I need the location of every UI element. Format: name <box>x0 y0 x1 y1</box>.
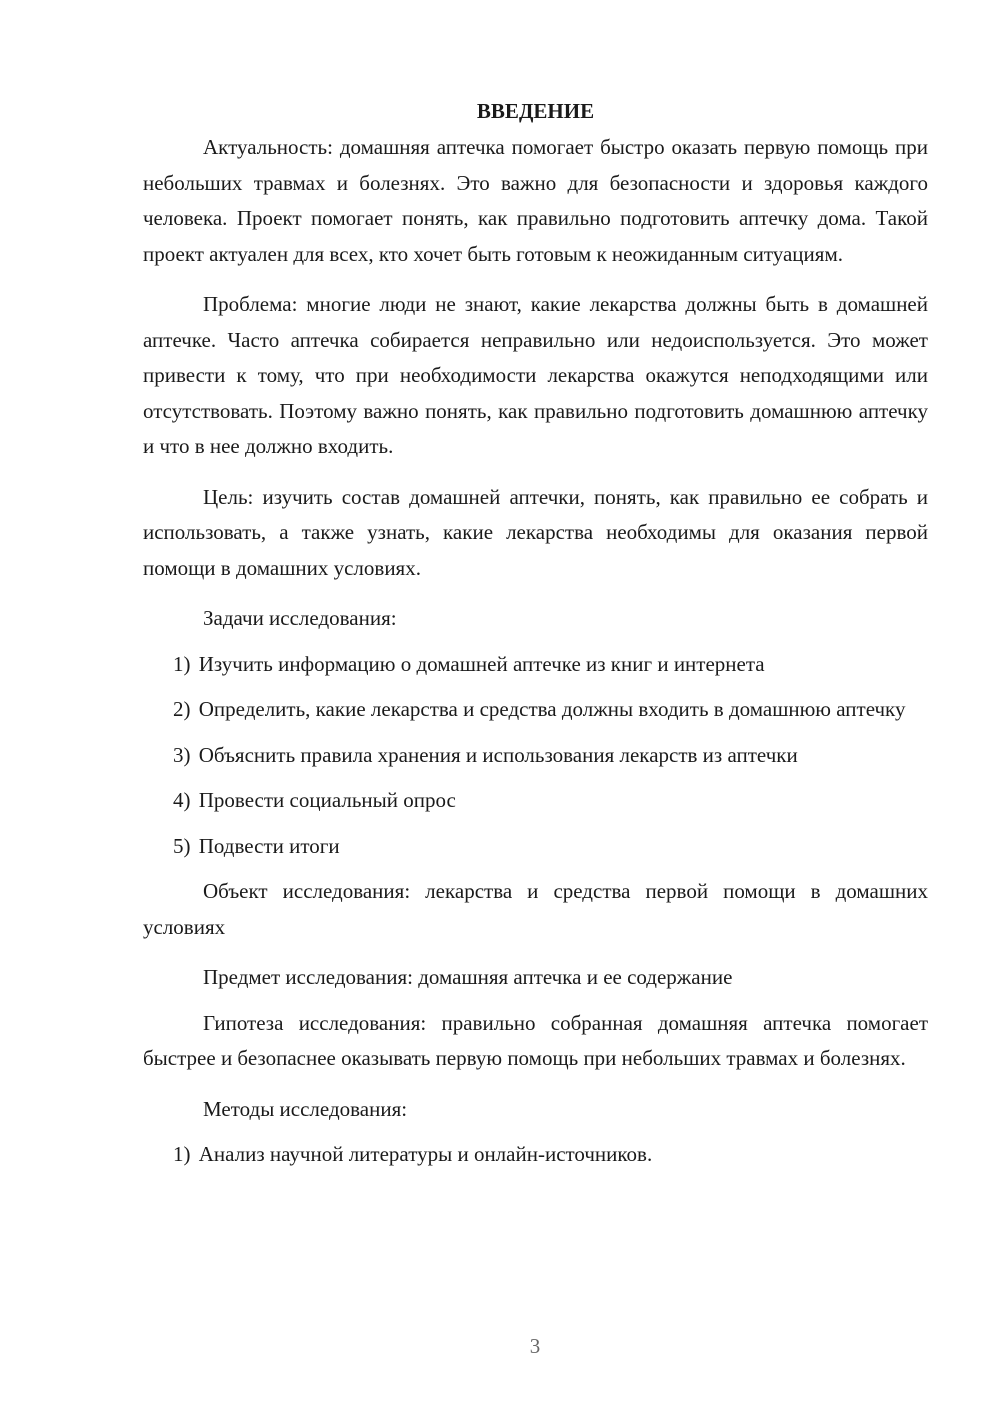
document-page <box>143 96 928 1183</box>
methods-heading: Методы исследования: <box>203 1096 408 1121</box>
method-text: Анализ научной литературы и онлайн-источников. <box>198 1142 653 1166</box>
task-number: 1) <box>173 651 191 676</box>
method-item-1 <box>143 1137 928 1173</box>
goal-paragraph: Цель: изучить состав домашней аптечки, понять, как правильно ее собрать и использовать, а также узнать, какие лекарства необходимы для оказания первой помощи в домашних условиях. <box>143 484 928 580</box>
object-paragraph: Объект исследования: лекарства и средства первой помощи в домашних условиях <box>143 879 928 939</box>
task-text: Подвести итоги <box>198 833 340 858</box>
tasks-list <box>143 647 928 865</box>
task-number: 5) <box>173 833 191 858</box>
section-title: ВВЕДЕНИЕ <box>476 99 595 123</box>
task-item-5 <box>143 829 928 865</box>
task-text: Объяснить правила хранения и использования лекарств из аптечки <box>198 742 798 767</box>
task-number: 3) <box>173 742 191 767</box>
relevance-paragraph: Актуальность: домашняя аптечка помогает быстро оказать первую помощь при небольших травмах и болезнях. Это важно для безопасности и здоровья каждого человека. Проект помогает понять, как правильно подготовить аптечку дома. Такой проект актуален для всех, кто хочет быть готовым к неожиданным ситуациям. <box>143 135 928 266</box>
task-text: Изучить информацию о домашней аптечке из книг и интернета <box>198 651 765 676</box>
task-text: Определить, какие лекарства и средства должны входить в домашнюю аптечку <box>198 697 906 721</box>
task-item-1 <box>143 647 928 683</box>
subject-paragraph: Предмет исследования: домашняя аптечка и ее содержание <box>203 965 733 989</box>
task-item-3 <box>143 738 928 774</box>
hypothesis-paragraph: Гипотеза исследования: правильно собранная домашняя аптечка помогает быстрее и безопаснее оказывать первую помощь при небольших травмах и болезнях. <box>143 1010 928 1070</box>
problem-paragraph: Проблема: многие люди не знают, какие лекарства должны быть в домашней аптечке. Часто аптечка собирается неправильно или недоиспользуется. Это может привести к тому, что при необходимости лекарства окажутся неподходящими или отсутствовать. Поэтому важно понять, как правильно подготовить домашнюю аптечку и что в нее должно входить. <box>143 292 928 458</box>
task-number: 2) <box>173 697 191 721</box>
task-item-4 <box>143 783 928 819</box>
tasks-heading: Задачи исследования: <box>203 606 397 630</box>
method-number: 1) <box>173 1142 191 1166</box>
task-text: Провести социальный опрос <box>198 788 456 812</box>
methods-list <box>143 1137 928 1173</box>
page-number: 3 <box>529 1334 541 1358</box>
task-item-2 <box>143 692 928 728</box>
task-number: 4) <box>173 788 191 812</box>
